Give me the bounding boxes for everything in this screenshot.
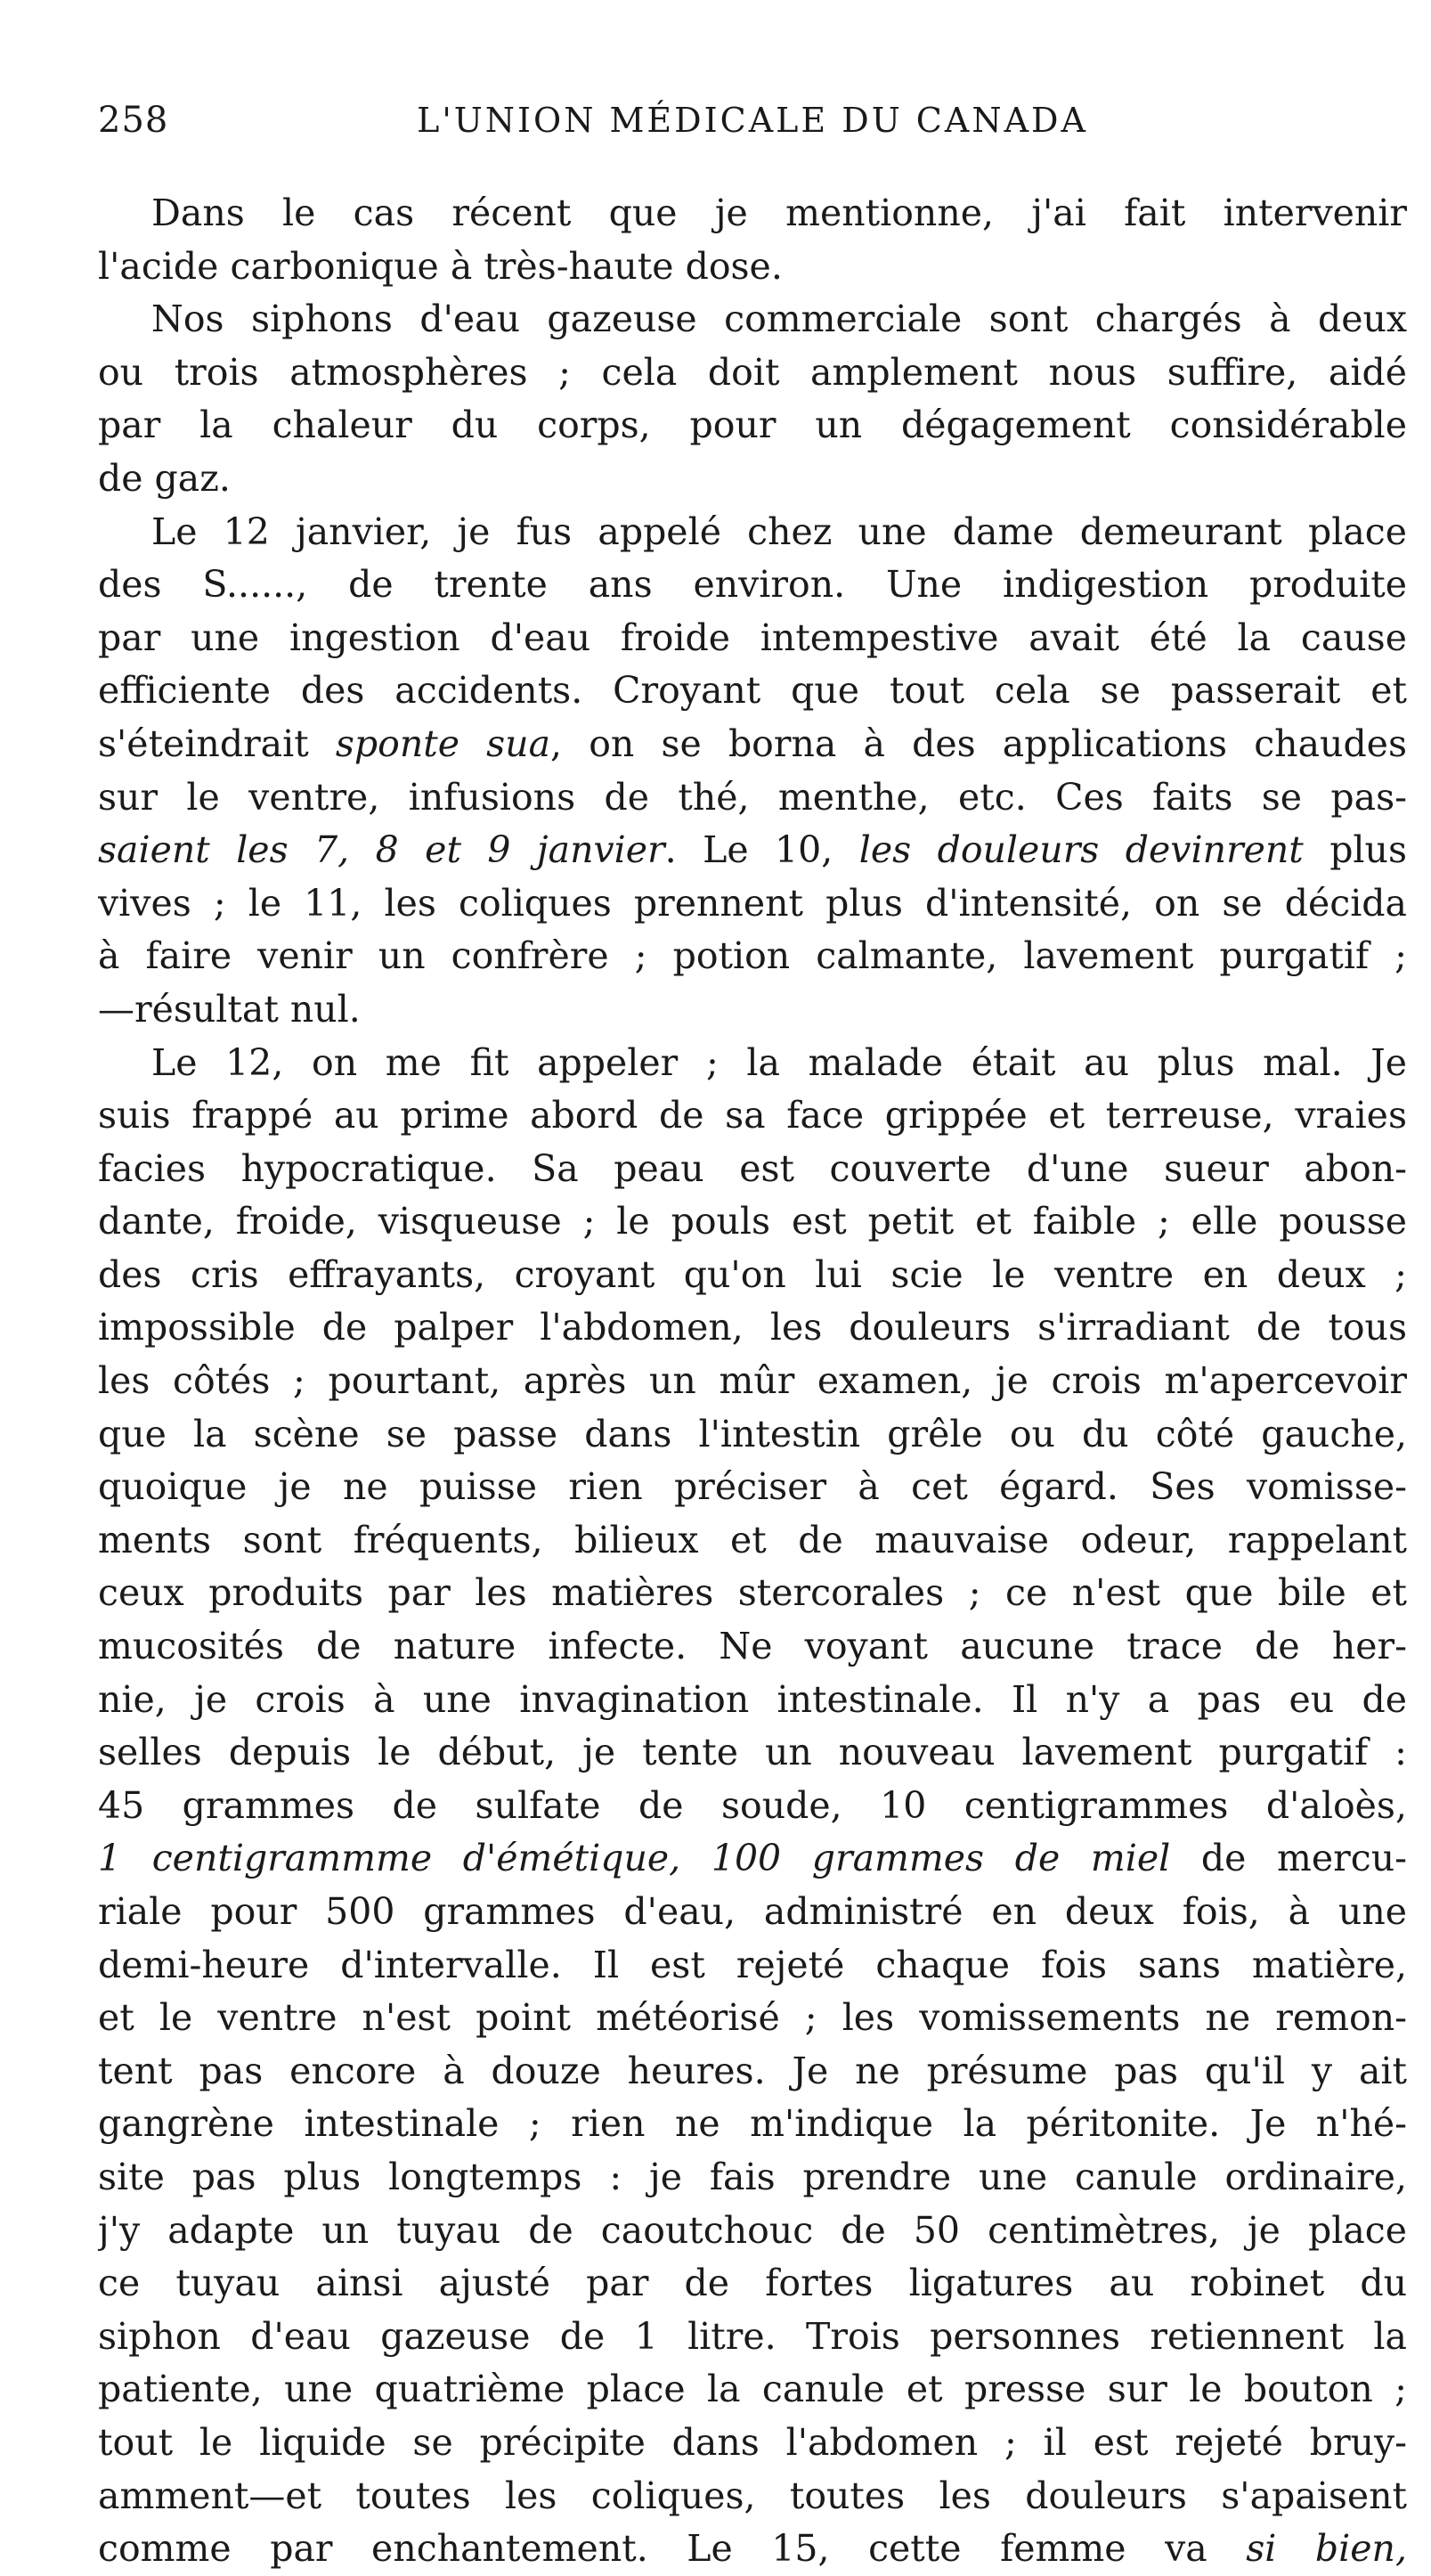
body-text — [98, 187, 1407, 2576]
text-line: 1 centigrammme d'émétique, 100 grammes de miel de mercu- — [98, 1837, 1407, 1880]
text-line: de gaz. — [98, 456, 231, 500]
text-line: des cris effrayants, croyant qu'on lui scie le ventre en deux ; — [98, 1252, 1407, 1296]
text-line: ou trois atmosphères ; cela doit amplement nous suffire, aidé — [98, 350, 1407, 394]
text-line: selles depuis le début, je tente un nouveau lavement purgatif : — [98, 1731, 1407, 1774]
text-line: par la chaleur du corps, pour un dégagement considérable — [98, 404, 1407, 447]
text-line: patiente, une quatrième place la canule et presse sur le bouton ; — [98, 2368, 1407, 2411]
text-line: mucosités de nature infecte. Ne voyant aucune trace de her- — [98, 1625, 1407, 1668]
running-title: L'UNION MÉDICALE DU CANADA — [417, 101, 1088, 140]
text-line: vives ; le 11, les coliques prennent plus d'intensité, on se décida — [98, 881, 1407, 925]
text-line: tout le liquide se précipite dans l'abdomen ; il est rejeté bruy- — [98, 2420, 1407, 2464]
text-line: siphon d'eau gazeuse de 1 litre. Trois personnes retiennent la — [98, 2314, 1407, 2358]
text-line: —résultat nul. — [98, 987, 361, 1031]
text-line: l'acide carbonique à très-haute dose. — [98, 244, 783, 288]
text-line: gangrène intestinale ; rien ne m'indique la péritonite. Je n'hé- — [98, 2102, 1407, 2146]
text-line: s'éteindrait sponte sua, on se borna à des applications chaudes — [98, 721, 1407, 765]
text-line: dante, froide, visqueuse ; le pouls est petit et faible ; elle pousse — [98, 1200, 1407, 1243]
text-line: sur le ventre, infusions de thé, menthe, etc. Ces faits se pas- — [98, 775, 1407, 819]
text-line: suis frappé au prime abord de sa face grippée et terreuse, vraies — [98, 1094, 1407, 1137]
text-line: nie, je crois à une invagination intestinale. Il n'y a pas eu de — [98, 1677, 1407, 1721]
text-line: quoique je ne puisse rien préciser à cet égard. Ses vomisse- — [98, 1465, 1407, 1509]
text-line: impossible de palper l'abdomen, les douleurs s'irradiant de tous — [98, 1306, 1407, 1349]
text-line: Nos siphons d'eau gazeuse commerciale sont chargés à deux — [151, 298, 1407, 341]
text-line: demi-heure d'intervalle. Il est rejeté chaque fois sans matière, — [98, 1943, 1407, 1986]
text-line: site pas plus longtemps : je fais prendre une canule ordinaire, — [98, 2155, 1407, 2198]
text-line: ments sont fréquents, bilieux et de mauvaise odeur, rappelant — [98, 1518, 1407, 1561]
page-header — [98, 89, 1407, 151]
text-line: efficiente des accidents. Croyant que tout cela se passerait et — [98, 669, 1407, 713]
text-line: par une ingestion d'eau froide intempestive avait été la cause — [98, 615, 1407, 659]
text-line: Le 12 janvier, je fus appelé chez une dame demeurant place — [151, 509, 1407, 553]
text-line: j'y adapte un tuyau de caoutchouc de 50 centimètres, je place — [98, 2208, 1407, 2252]
text-line: ceux produits par les matières stercorales ; ce n'est que bile et — [98, 1571, 1407, 1615]
text-line: facies hypocratique. Sa peau est couverte d'une sueur abon- — [98, 1146, 1407, 1190]
text-line: à faire venir un confrère ; potion calmante, lavement purgatif ; — [98, 934, 1407, 978]
page-number: 258 — [98, 100, 169, 141]
text-line: que la scène se passe dans l'intestin grêle ou du côté gauche, — [98, 1412, 1407, 1455]
text-line: Dans le cas récent que je mentionne, j'ai fait intervenir — [151, 192, 1407, 234]
book-page — [98, 89, 1407, 2576]
text-line: riale pour 500 grammes d'eau, administré en deux fois, à une — [98, 1890, 1407, 1933]
text-line: comme par enchantement. Le 15, cette femme va si bien, — [98, 2527, 1407, 2571]
text-line: les côtés ; pourtant, après un mûr examen, je crois m'apercevoir — [98, 1359, 1407, 1403]
text-line: saient les 7, 8 et 9 janvier. Le 10, les douleurs devinrent plus — [98, 828, 1407, 872]
text-line: 45 grammes de sulfate de soude, 10 centigrammes d'aloès, — [98, 1783, 1407, 1827]
text-line: des S......, de trente ans environ. Une indigestion produite — [98, 563, 1407, 607]
text-line: ce tuyau ainsi ajusté par de fortes ligatures au robinet du — [98, 2262, 1407, 2305]
text-line: Le 12, on me fit appeler ; la malade était au plus mal. Je — [151, 1040, 1407, 1084]
text-line: et le ventre n'est point météorisé ; les vomissements ne remon- — [98, 1996, 1407, 2040]
text-line: tent pas encore à douze heures. Je ne présume pas qu'il y ait — [98, 2049, 1407, 2092]
text-line: amment—et toutes les coliques, toutes les douleurs s'apaisent — [98, 2474, 1407, 2517]
